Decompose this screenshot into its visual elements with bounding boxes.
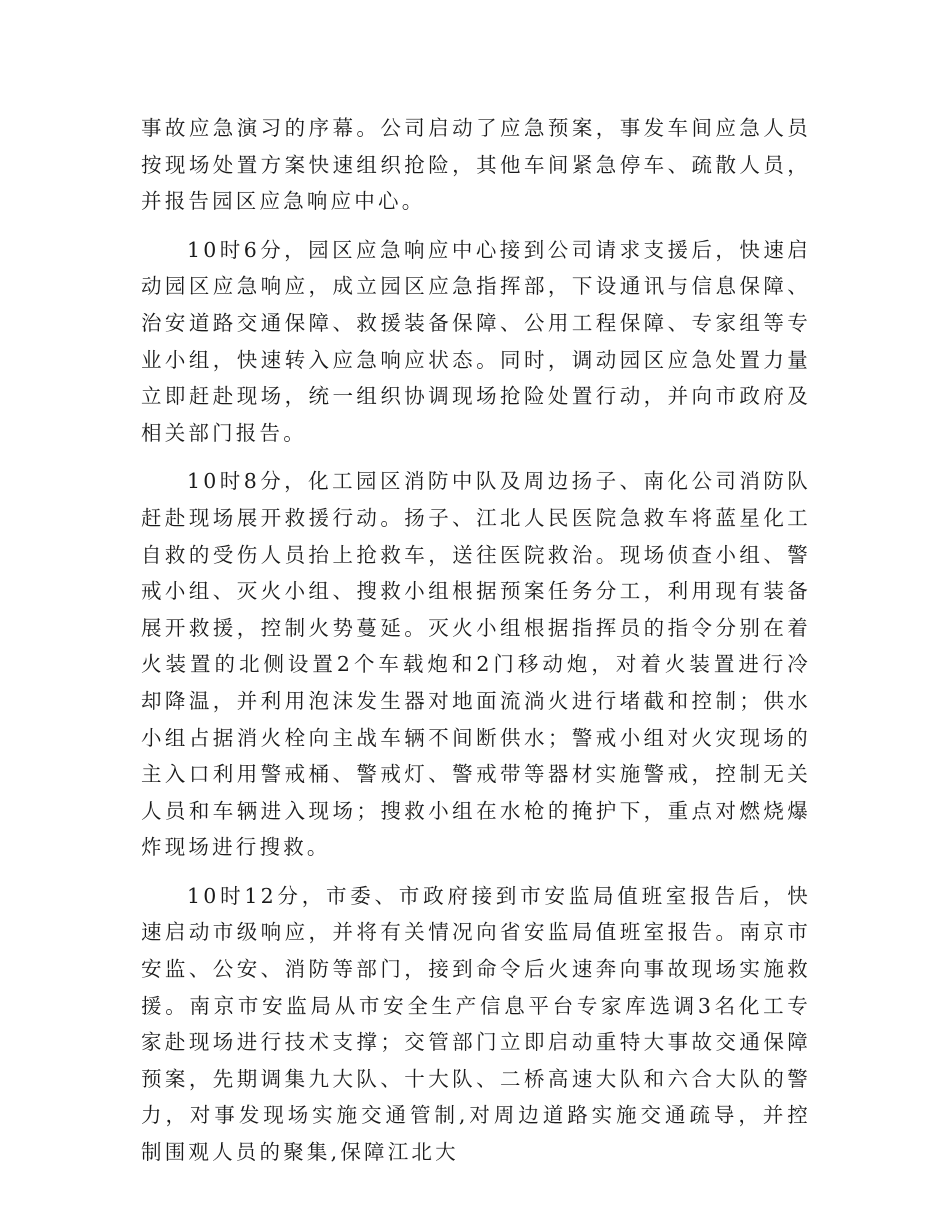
paragraph-continuation: 事故应急演习的序幕。公司启动了应急预案，事发车间应急人员按现场处置方案快速组织抢险，其他车间紧急停车、疏散人员，并报告园区应急响应中心。 xyxy=(141,116,811,214)
document-body xyxy=(141,110,811,1183)
paragraph-1012: 10时12分，市委、市政府接到市安监局值班室报告后，快速启动市级响应，并将有关情况向省安监局值班室报告。南京市安监、公安、消防等部门，接到命令后火速奔向事故现场实施救援。南京市安监局从市安全生产信息平台专家库选调3名化工专家赴现场进行技术支撑；交管部门立即启动重特大事故交通保障预案，先期调集九大队、十大队、二桥高速大队和六合大队的警力，对事发现场实施交通管制,对周边道路实施交通疏导，并控制围观人员的聚集,保障江北大 xyxy=(141,883,811,1165)
paragraph-1008: 10时8分，化工园区消防中队及周边扬子、南化公司消防队赶赴现场展开救援行动。扬子、江北人民医院急救车将蓝星化工自救的受伤人员抬上抢救车，送往医院救治。现场侦查小组、警戒小组、灭火小组、搜救小组根据预案任务分工，利用现有装备展开救援，控制火势蔓延。灭火小组根据指挥员的指令分别在着火装置的北侧设置2个车载炮和2门移动炮，对着火装置进行冷却降温，并利用泡沫发生器对地面流淌火进行堵截和控制；供水小组占据消火栓向主战车辆不间断供水；警戒小组对火灾现场的主入口利用警戒桶、警戒灯、警戒带等器材实施警戒，控制无关人员和车辆进入现场；搜救小组在水枪的掩护下，重点对燃烧爆炸现场进行搜救。 xyxy=(141,469,811,860)
paragraph-1006: 10时6分，园区应急响应中心接到公司请求支援后，快速启动园区应急响应，成立园区应急指挥部，下设通讯与信息保障、治安道路交通保障、救援装备保障、公用工程保障、专家组等专业小组，快速转入应急响应状态。同时，调动园区应急处置力量立即赶赴现场，统一组织协调现场抢险处置行动，并向市政府及相关部门报告。 xyxy=(141,237,811,445)
